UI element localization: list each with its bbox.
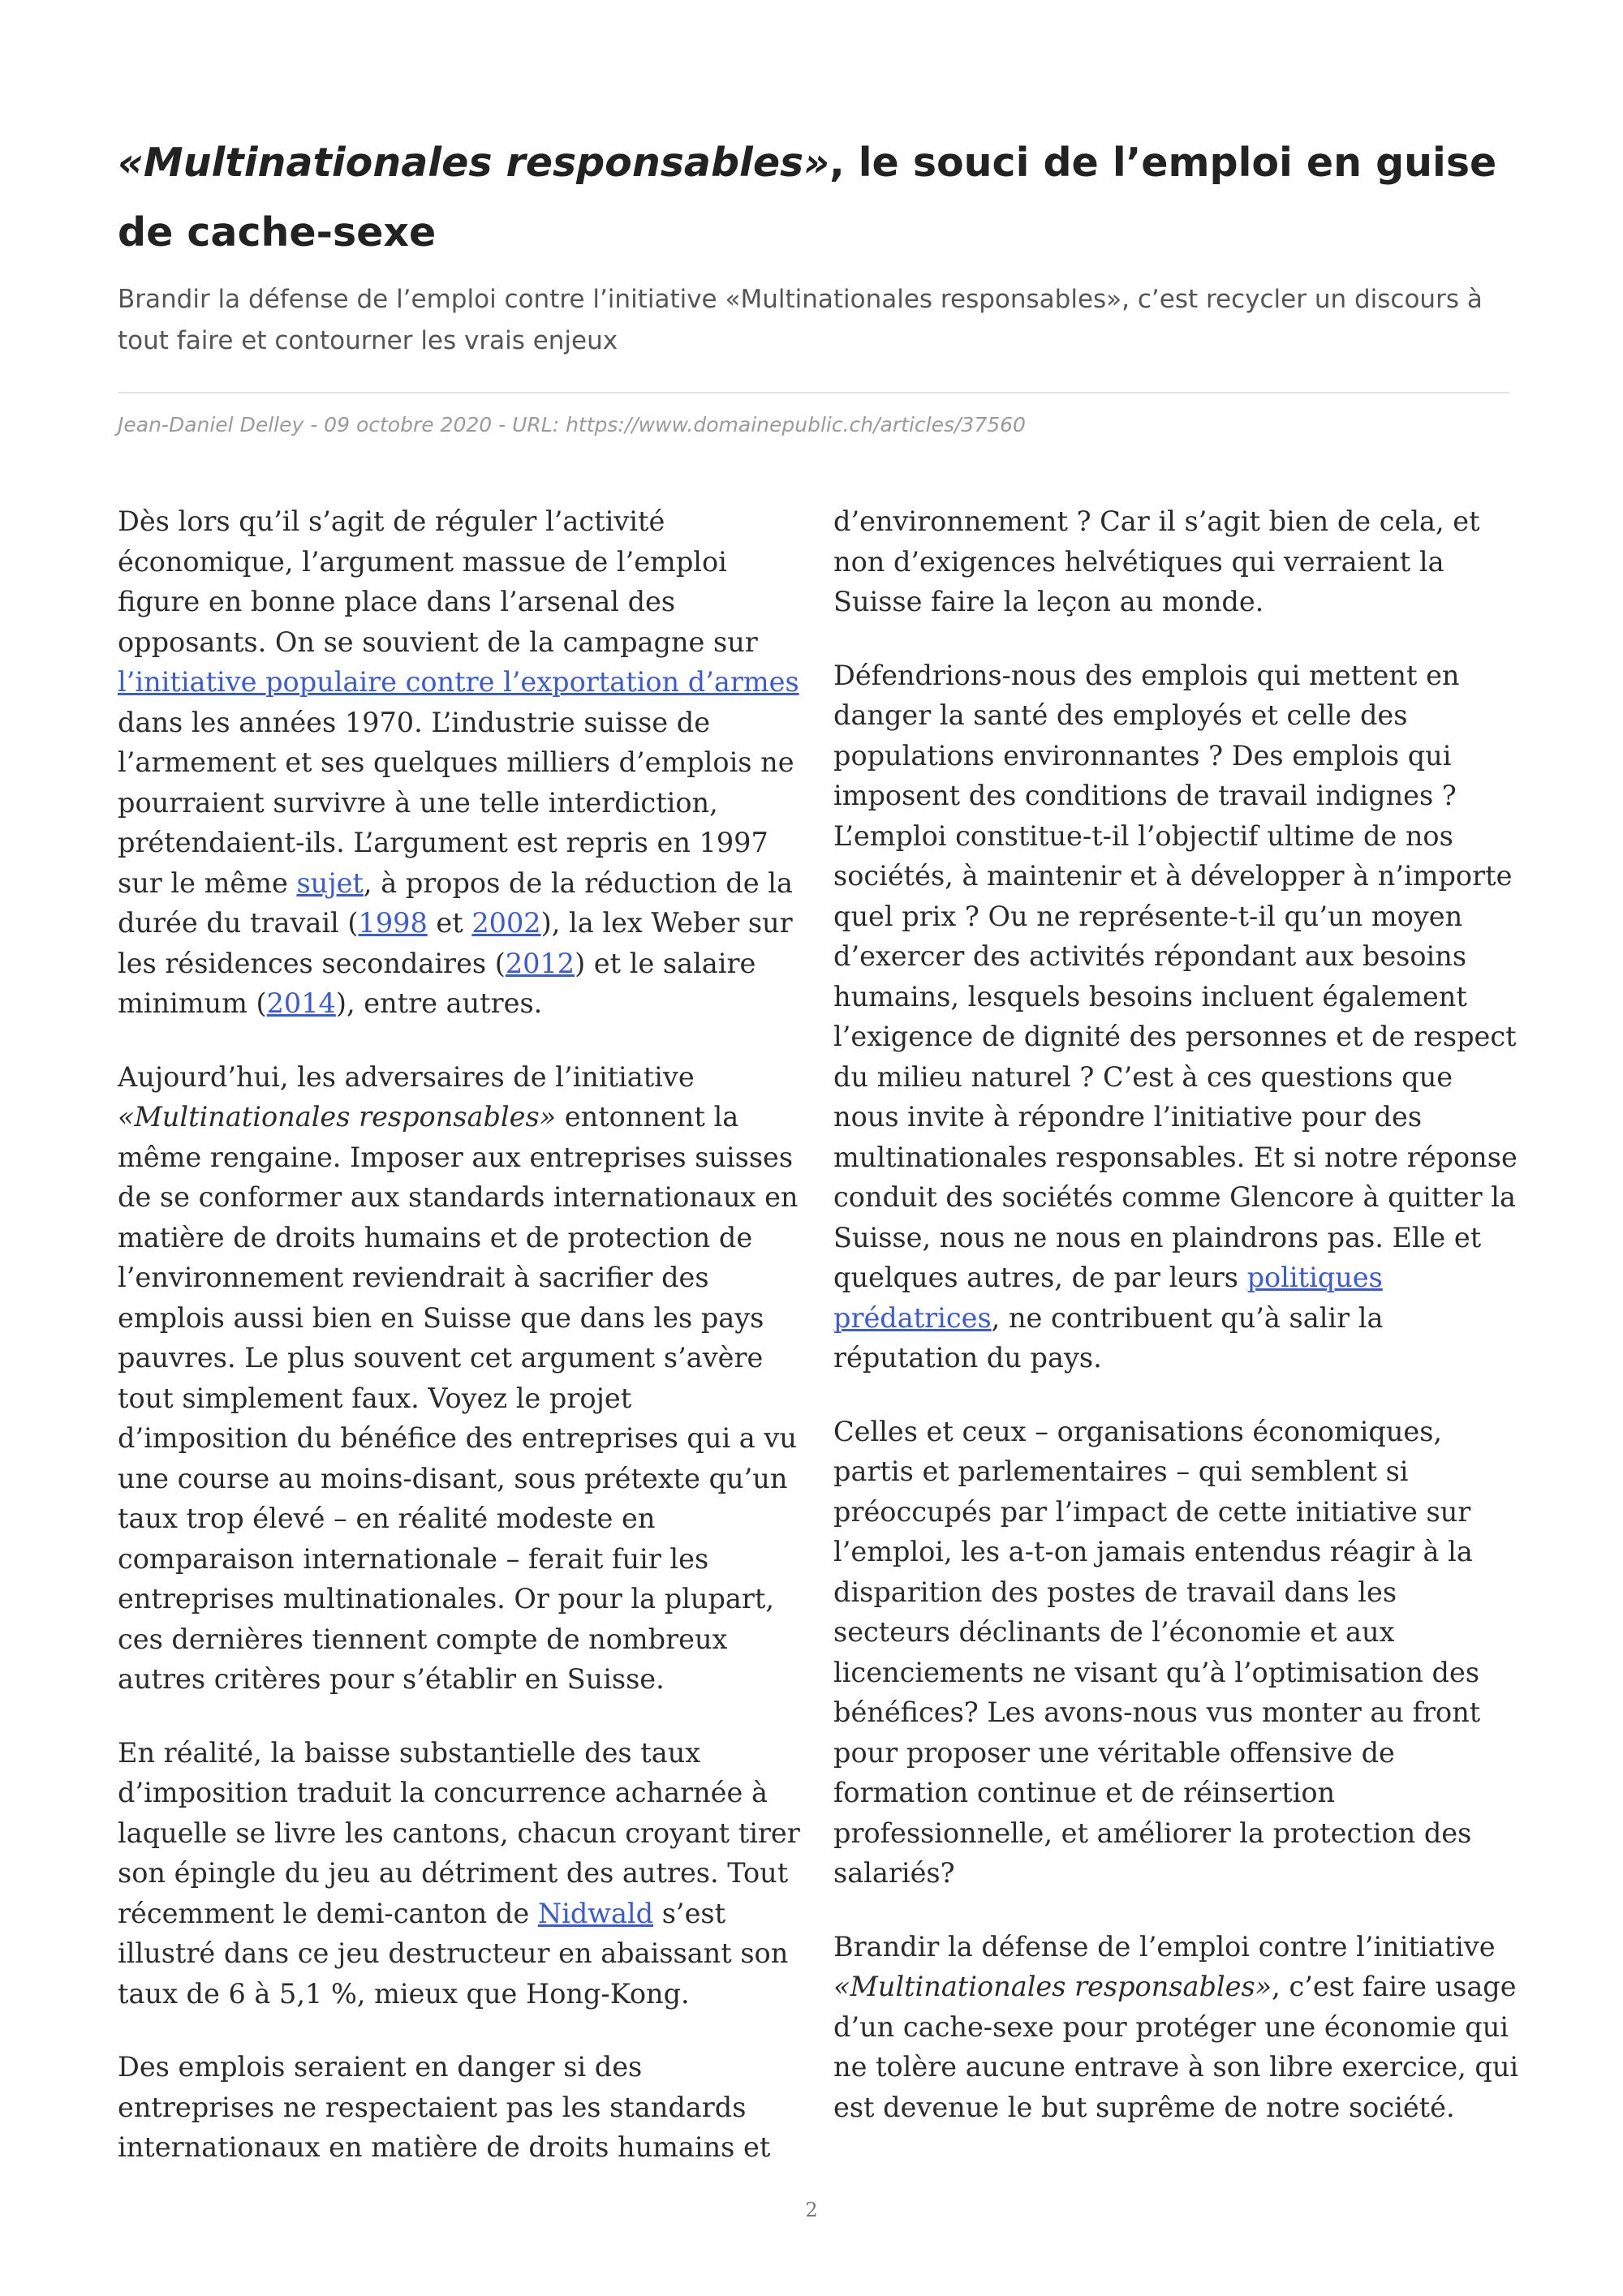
link-1998[interactable]: 1998 — [358, 907, 428, 939]
column-right — [833, 501, 1519, 2161]
link-nidwald[interactable]: Nidwald — [537, 1897, 654, 1929]
article-header — [118, 128, 1513, 362]
header-divider — [118, 392, 1509, 393]
link-initiative-exportation-armes[interactable]: l’initiative populaire contre l’exportation d’armes — [118, 666, 799, 698]
title-rest: , le souci de l’emploi en guise de cache-sexe — [118, 140, 1497, 256]
link-politiques-predatrices[interactable]: politiques prédatrices — [833, 1262, 1383, 1334]
article-byline: Jean-Daniel Delley - 09 octobre 2020 - URL: https://www.domainepublic.ch/articles/37560 — [118, 413, 1026, 436]
page-number: 2 — [805, 2199, 818, 2221]
article-subtitle: Brandir la défense de l’emploi contre l’initiative «Multinationales responsables», c’est recycler un discours à tout faire et contourner les vrais enjeux — [118, 285, 1483, 355]
paragraph-5: Défendrions-nous des emplois qui mettent en danger la santé des employés et celle des populations environnantes ? Des emplois qui imposent des conditions de travail indignes ? L’emploi constitue-t-il l’objectif ultime de nos sociétés, à maintenir et à développer à n’importe quel prix ? Ou ne représente-t-il qu’un moyen d’exercer des activités répondant aux besoins humains, lesquels besoins incluent également l’exigence de dignité des personnes et de respect du milieu naturel ? C’est à ces questions que nous invite à répondre l’initiative pour des multinationales responsables. Et si notre réponse conduit des sociétés comme Glencore à quitter la Suisse, nous ne nous en plaindrons pas. Elle et quelques autres, de par leurs politiques prédatrices, ne contribuent qu’à salir la réputation du pays. — [833, 659, 1518, 1374]
column-left — [118, 501, 803, 2201]
link-2014[interactable]: 2014 — [266, 987, 336, 1019]
paragraph-3: En réalité, la baisse substantielle des taux d’imposition traduit la concurrence acharnée à laquelle se livre les cantons, chacun croyant tirer son épingle du jeu au détriment des autres. Tout récemment le demi-canton de Nidwald s’est illustré dans ce jeu destructeur en abaissant son taux de 6 à 5,1 %, mieux que Hong-Kong. — [118, 1736, 800, 2010]
paragraph-4-start: Des emplois seraient en danger si des entreprises ne respectaient pas les standards internationaux en matière de droits humains et — [118, 2051, 771, 2163]
paragraph-4-end: d’environnement ? Car il s’agit bien de cela, et non d’exigences helvétiques qui verraient la Suisse faire la leçon au monde. — [833, 505, 1480, 617]
paragraph-2: Aujourd’hui, les adversaires de l’initiative «Multinationales responsables» entonnent la même rengaine. Imposer aux entreprises suisses de se conformer aux standards internationaux en matière de droits humains et de protection de l’environnement reviendrait à sacrifier des emplois aussi bien en Suisse que dans les pays pauvres. Le plus souvent cet argument s’avère tout simplement faux. Voyez le projet d’imposition du bénéfice des entreprises qui a vu une course au moins-disant, sous prétexte qu’un taux trop élevé – en réalité modeste en comparaison internationale – ferait fuir les entreprises multinationales. Or pour la plupart, ces dernières tiennent compte de nombreux autres critères pour s’établir en Suisse. — [118, 1060, 799, 1695]
link-2002[interactable]: 2002 — [471, 907, 541, 939]
link-sujet[interactable]: sujet — [296, 866, 364, 899]
title-quoted: «Multinationales responsables» — [118, 140, 830, 186]
article-title — [118, 128, 1513, 268]
link-2012[interactable]: 2012 — [505, 947, 575, 979]
paragraph-1: Dès lors qu’il s’agit de réguler l’activité économique, l’argument massue de l’emploi figure en bonne place dans l’arsenal des opposants. On se souvient de la campagne sur l’initiative populaire contre l’exportation d’armes dans les années 1970. L’industrie suisse de l’armement et ses quelques milliers d’emplois ne pourraient survivre à une telle interdiction, prétendaient-ils. L’argument est repris en 1997 sur le même sujet, à propos de la réduction de la durée du travail (1998 et 2002), la lex Weber sur les résidences secondaires (2012) et le salaire minimum (2014), entre autres. — [118, 505, 799, 1019]
paragraph-7: Brandir la défense de l’emploi contre l’initiative «Multinationales responsables», c’est faire usage d’un cache-sexe pour protéger une économie qui ne tolère aucune entrave à son libre exercice, qui est devenue le but suprême de notre société. — [833, 1930, 1519, 2123]
paragraph-6: Celles et ceux – organisations économiques, partis et parlementaires – qui semblent si préoccupés par l’impact de cette initiative sur l’emploi, les a-t-on jamais entendus réagir à la disparition des postes de travail dans les secteurs déclinants de l’économie et aux licenciements ne visant qu’à l’optimisation des bénéfices? Les avons-nous vus monter au front pour proposer une véritable offensive de formation continue et de réinsertion professionnelle, et améliorer la protection des salariés? — [833, 1415, 1481, 1889]
